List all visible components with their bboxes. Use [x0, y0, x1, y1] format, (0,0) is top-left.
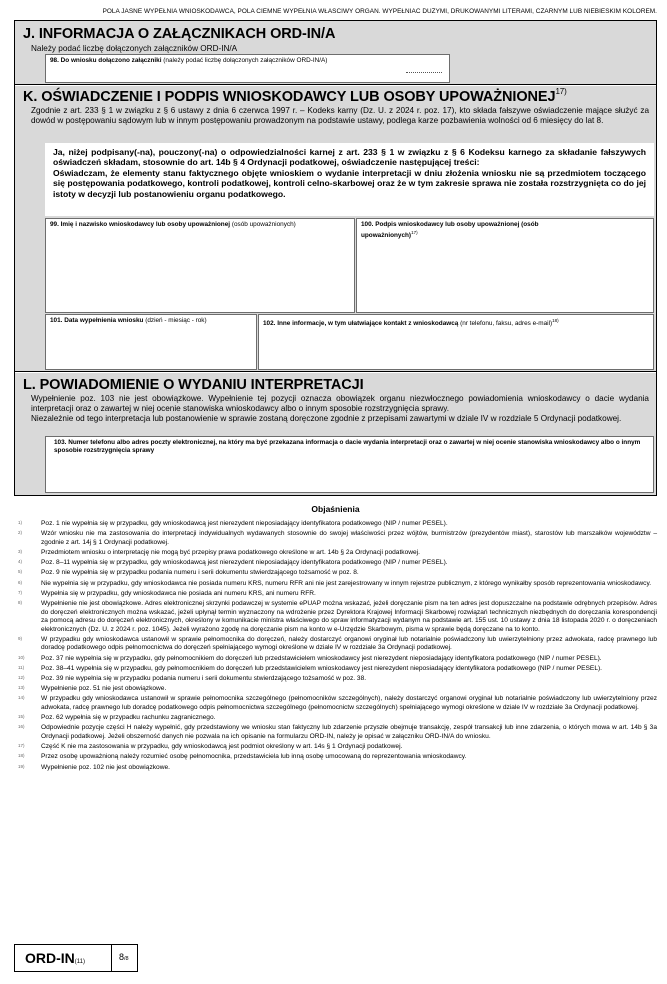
explanation-note — [14, 636, 657, 653]
explanation-note-text: Poz. 62 wypełnia się w przypadku rachunku zagranicznego. — [41, 714, 216, 722]
form-code: ORD-IN(11) — [25, 950, 86, 966]
field-102[interactable] — [258, 314, 654, 370]
explanation-note-text: W przypadku gdy wnioskodawca ustanowił w sprawie pełnomocnika szczególnego (pełnomocników szczególnych), należy dostarczyć organowi oryginał lub notarialnie poświadczony lub uwierzytelniony przez adwokata, radcę prawnego lub doradcę podatkowego odpis pełnomocnictwa szczególnego (pełnomocnictw szczególnych) spełniającego wymogi określone w dziale IV w rozdziale 3a Ordynacji podatkowej. — [41, 695, 657, 711]
explanation-note-text: Poz. 9 nie wypełnia się w przypadku podania numeru i serii dokumentu stwierdzającego tożsamość w poz. 8. — [41, 569, 359, 577]
explanation-note — [14, 655, 657, 664]
explanation-note-text: Nie wypełnia się w przypadku, gdy wnioskodawca nie posiada numeru KRS, numeru RFR ani nie jest zarejestrowany w innym rejestrze publicznym, z którego wynikałby sposób reprezentowania wnioskodawcy. — [41, 579, 652, 587]
declaration-box — [45, 143, 654, 216]
explanation-note-text: Poz. 37 nie wypełnia się w przypadku, gdy pełnomocnikiem do doręczeń lub przedstawicielem wnioskodawcy jest nierezydent nieposiadający identyfikatora podatkowego (NIP / numer PESEL). — [41, 654, 602, 662]
explanation-note — [14, 600, 657, 634]
section-j-subtitle: Należy podać liczbę dołączonych załączników ORD-IN/A — [31, 44, 238, 53]
explanation-note-text: Wypełnia się w przypadku, gdy wnioskodawca nie posiada ani numeru KRS, ani numeru RFR. — [41, 589, 316, 597]
section-l — [15, 373, 656, 495]
explanation-note-text: Część K nie ma zastosowania w przypadku, gdy wnioskodawcą jest podmiot określony w art. 14s § 1 Ordynacji podatkowej. — [41, 743, 403, 751]
explanation-note-number: 19) — [18, 763, 25, 769]
field-98-label: 98. Do wniosku dołączono załączniki (należy podać liczbę dołączonych załączników ORD-IN/A) — [50, 57, 328, 64]
explanation-note — [14, 665, 657, 674]
section-j — [15, 21, 656, 85]
explanation-note-text: Przedmiotem wniosku o interpretację nie mogą być przepisy prawa podatkowego określone w art. 14b § 2a Ordynacji podatkowej. — [41, 548, 420, 556]
form-id-box — [14, 944, 138, 972]
explanations — [14, 504, 657, 774]
explanation-note — [14, 530, 657, 547]
explanation-note-text: Poz. 8–11 wypełnia się w przypadku, gdy wnioskodawcą jest nierezydent nieposiadający identyfikatora podatkowego (NIP / numer PESEL). — [41, 559, 448, 567]
top-note: POLA JASNE WYPEŁNIA WNIOSKODAWCA, POLA CIEMNE WYPEŁNIA WŁAŚCIWY ORGAN. WYPEŁNIAĆ DUŻYMI, DRUKOWANYMI LITERAMI, CZARNYM LUB NIEBIESKIM KOLOREM. — [102, 8, 657, 15]
explanation-note-number: 17) — [18, 743, 25, 749]
field-99[interactable] — [45, 218, 355, 313]
field-100[interactable] — [356, 218, 654, 313]
declaration-text-1: Ja, niżej podpisany(-na), pouczony(-na) o odpowiedzialności karnej z art. 233 § 1 w związku z § 6 Kodeksu karnego za składanie fałszywych oświadczeń składam, stosownie do art. 14b § 4 Ordynacji podatkowej, oświadczenie następującej treści: — [53, 147, 646, 168]
explanation-note-number: 7) — [18, 589, 23, 595]
explanation-note-number: 11) — [18, 664, 25, 670]
explanation-note-number: 9) — [18, 635, 23, 641]
explanation-note-number: 2) — [18, 530, 23, 536]
explanation-note-number: 15) — [18, 714, 25, 720]
form-id-separator — [111, 945, 112, 971]
explanation-note-number: 16) — [18, 724, 25, 730]
section-l-text-2: Niezależnie od tego interpretacja lub postanowienie w sprawie zostaną doręczone zgodnie z przepisami zawartymi w dziale IV w rozdziale 5 Ordynacji podatkowej. — [31, 414, 622, 423]
explanation-note-text: W przypadku gdy wnioskodawca ustanowił w sprawie pełnomocnika do doręczeń, należy dostarczyć organowi oryginał lub notarialnie poświadczony lub uwierzytelniony przez adwokata, radcę prawnego lub doradcę podatkowego odpis pełnomocnictwa do doręczeń spełniającego wymogi określone w dziale IV w rozdziale 3a Ordynacji podatkowej. — [41, 635, 657, 652]
explanation-note — [14, 549, 657, 558]
explanation-note — [14, 685, 657, 694]
explanation-note-text: Odpowiednie pozycje części H należy wypełnić, gdy przedstawiony we wniosku stan faktyczny lub zdarzenie przyszłe obejmuje transakcję, zespół transakcji lub inne zdarzenia, o których mowa w art. 14b § 3a Ordynacji podatkowej. Jeżeli obszerność danych nie pozwala na ich opisanie na formularzu ORD-IN, należy je opisać w załączniku ORD-IN/A do wniosku. — [41, 724, 657, 740]
explanation-note — [14, 753, 657, 762]
section-k — [15, 86, 656, 372]
section-k-intro: Zgodnie z art. 233 § 1 w związku z § 6 ustawy z dnia 6 czerwca 1997 r. – Kodeks karny (Dz. U. z 2024 r. poz. 17), kto składa fałszywe oświadczenie mające służyć za dowód w postępowaniu sądowym lub w innym postępowaniu prowadzonym na podstawie ustawy, podlega karze pozbawienia wolności od 6 miesięcy do lat 8. — [31, 106, 649, 126]
section-l-text-1: Wypełnienie poz. 103 nie jest obowiązkowe. Wypełnienie tej pozycji oznacza obowiązek organu niezwłocznego powiadomienia wnioskodawcy o dacie wydania interpretacji oraz o zawartej w niej ocenie stanowiska wnioskodawcy albo o innym sposobie rozstrzygnięcia sprawy. — [31, 394, 649, 414]
field-100-label: 100. Podpis wnioskodawcy lub osoby upoważnionej (osób upoważnionych)$^{17)}$ — [361, 221, 539, 240]
field-102-label: 102. Inne informacje, w tym ułatwiające kontakt z wnioskodawcą (nr telefonu, faksu, adres e-mail)$^{18)}$ — [263, 318, 559, 328]
section-j-title: J. INFORMACJA O ZAŁĄCZNIKACH ORD-IN/A — [23, 26, 336, 42]
explanation-note-number: 4) — [18, 559, 23, 565]
form-page — [14, 20, 657, 496]
field-101-label: 101. Data wypełnienia wniosku (dzień - miesiąc - rok) — [50, 317, 207, 324]
field-99-label: 99. Imię i nazwisko wnioskodawcy lub osoby upoważnionej (osób upoważnionych) — [50, 221, 296, 228]
explanation-note-number: 6) — [18, 579, 23, 585]
explanation-note-number: 12) — [18, 675, 25, 681]
page-number: 8/8 — [119, 952, 129, 962]
explanation-note-number: 18) — [18, 753, 25, 759]
field-103[interactable] — [45, 436, 654, 493]
explanation-note — [14, 580, 657, 589]
explanations-list — [14, 520, 657, 772]
explanation-note — [14, 590, 657, 599]
explanation-note — [14, 559, 657, 568]
explanation-note-number: 5) — [18, 569, 23, 575]
explanation-note-text: Wypełnienie poz. 102 nie jest obowiązkowe. — [41, 763, 170, 771]
explanation-note-number: 13) — [18, 685, 25, 691]
explanation-note-text: Wypełnienie nie jest obowiązkowe. Adres elektronicznej skrzynki podawczej w systemie ePUAP można wskazać, jeżeli doręczanie pism na ten adres jest dopuszczalne na podstawie odrębnych przepisów. Adres do doręczeń elektronicznych można wskazać, jeżeli upłynął termin wyznaczony na wdrożenie przez Dyrektora Krajowej Informacji Skarbowej rozwiązań technicznych niezbędnych do doręczania korespondencji za pomocą adresu do doręczeń elektronicznych, określony w komunikacie ministra właściwego do spraw informatyzacji wydanym na podstawie art. 155 ust. 10 ustawy z dnia 18 listopada 2020 r. o doręczeniach elektronicznych (Dz. U. z 2024 r. poz. 1045). Jeżeli wyrażono zgodę na doręczanie pism na konto w e-Urzędzie Skarbowym, pisma w sprawie będą doręczane na to konto. — [41, 599, 657, 633]
explanation-note-text: Wzór wniosku nie ma zastosowania do interpretacji indywidualnych wydawanych stosownie do swojej właściwości przez wójtów, burmistrzów (prezydentów miast), starostów lub marszałków województw – zgodnie z art. 14j § 1 Ordynacji podatkowej. — [41, 530, 657, 546]
explanation-note — [14, 520, 657, 529]
section-k-title: K. OŚWIADCZENIE I PODPIS WNIOSKODAWCY LUB OSOBY UPOWAŻNIONEJ$^{17)}$ — [23, 87, 567, 105]
explanation-note — [14, 569, 657, 578]
field-103-label: 103. Numer telefonu albo adres poczty elektronicznej, na który ma być przekazana informacja o dacie wydania interpretacji oraz o zawartej w niej ocenie stanowiska wnioskodawcy albo o innym sposobie rozstrzygnięcia sprawy — [54, 439, 641, 454]
explanation-note — [14, 675, 657, 684]
explanation-note-text: Poz. 38–41 wypełnia się w przypadku, gdy pełnomocnikiem do doręczeń lub przedstawicielem wnioskodawcy jest nierezydent nieposiadający identyfikatora podatkowego (NIP / numer PESEL). — [41, 664, 603, 672]
explanations-title: Objaśnienia — [311, 504, 360, 514]
field-98-input-line — [406, 72, 442, 73]
section-l-title: L. POWIADOMIENIE O WYDANIU INTERPRETACJI — [23, 377, 364, 393]
explanation-note — [14, 724, 657, 741]
explanation-note-number: 1) — [18, 520, 23, 525]
explanation-note-number: 8) — [18, 599, 23, 605]
explanation-note — [14, 764, 657, 773]
declaration-text-2: Oświadczam, że elementy stanu faktycznego objęte wnioskiem o wydanie interpretacji w dniu złożenia wniosku nie są przedmiotem toczącego się postępowania podatkowego, kontroli podatkowej, kontroli celno-skarbowej oraz że w tym zakresie sprawa nie została rozstrzygnięta co do jej istoty w decyzji lub postanowieniu organu podatkowego. — [53, 167, 646, 199]
explanation-note-text: Wypełnienie poz. 51 nie jest obowiązkowe. — [41, 685, 167, 693]
explanation-note-number: 10) — [18, 654, 25, 660]
field-101[interactable] — [45, 314, 257, 370]
explanation-note — [14, 695, 657, 712]
explanation-note-text: Przez osobę upoważnioną należy rozumieć osobę pełnomocnika, przedstawiciela lub inną osobę umocowaną do reprezentowania wnioskodawcy. — [41, 753, 467, 761]
explanation-note-text: Poz. 1 nie wypełnia się w przypadku, gdy wnioskodawcą jest nierezydent nieposiadający identyfikatora podatkowego (NIP / numer PESEL). — [41, 520, 448, 527]
explanation-note-text: Poz. 39 nie wypełnia się w przypadku podania numeru i serii dokumentu stwierdzającego tożsamość w poz. 38. — [41, 675, 367, 683]
explanation-note — [14, 743, 657, 752]
explanation-note-number: 3) — [18, 548, 23, 554]
field-98[interactable] — [45, 54, 450, 83]
explanation-note — [14, 714, 657, 723]
explanation-note-number: 14) — [18, 695, 25, 701]
